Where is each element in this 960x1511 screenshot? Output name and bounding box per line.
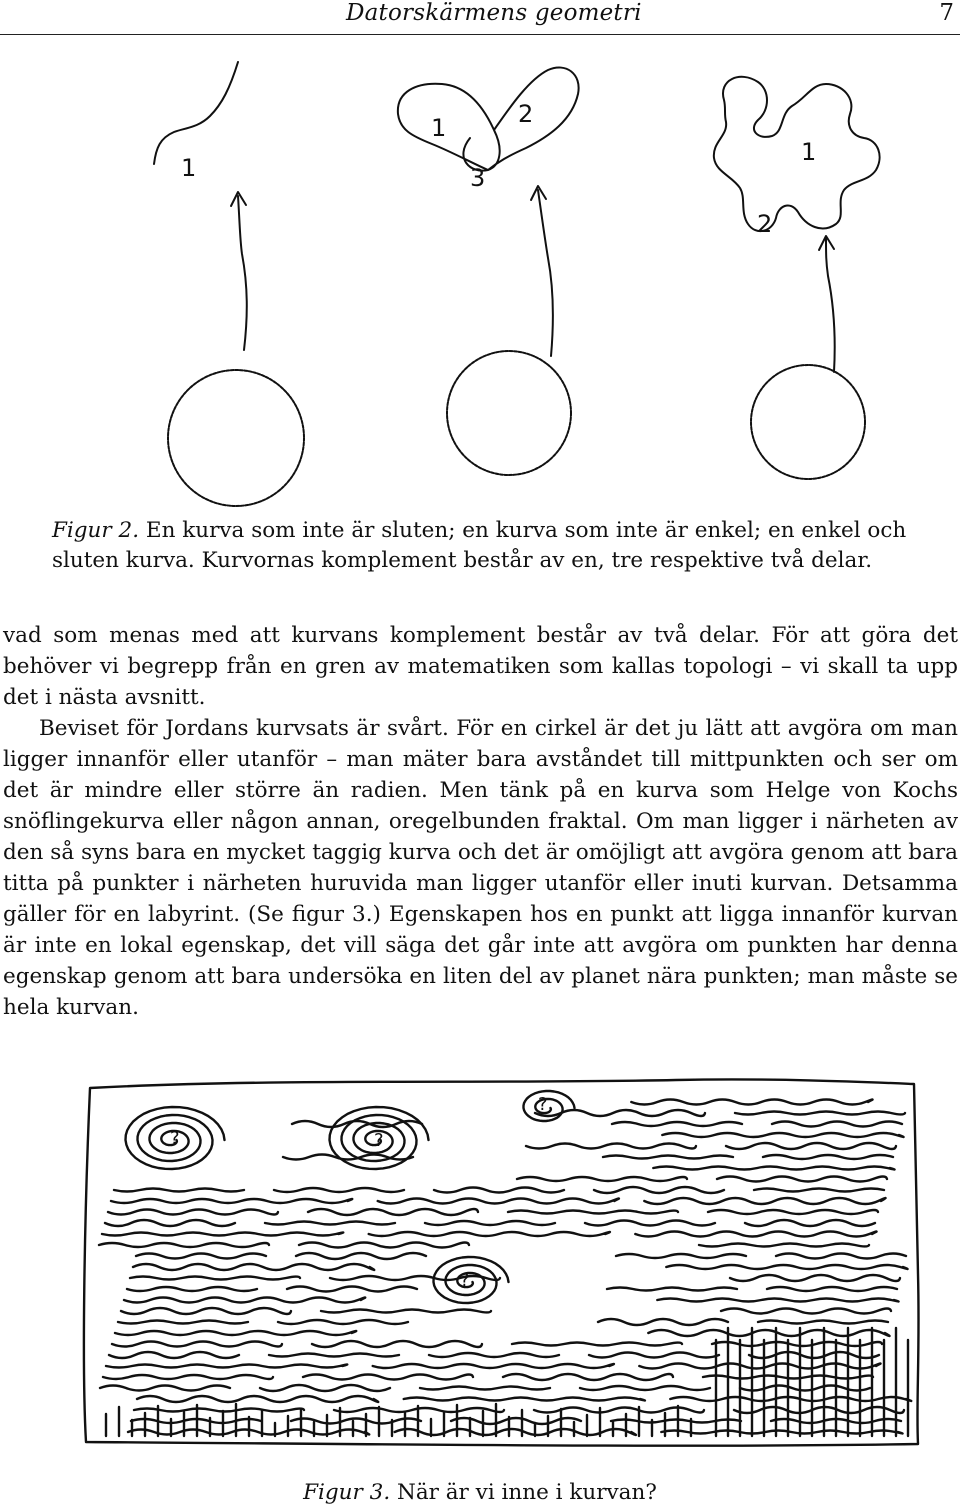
figure-3-labyrinth [76, 1074, 924, 1452]
maze-wall [657, 1299, 898, 1302]
maze-wall [666, 1265, 907, 1269]
maze-wall [137, 1396, 378, 1402]
paragraph-2: Beviset för Jordans kurvsats är svårt. För en cirkel är det ju lätt att avgöra om man ligger innanför eller utanför – man mäter bara avståndet till mittpunkten och ser om det är mindre eller större än radien. Men tänk på en kurva som Helge von Kochs snöflingekurva eller någon annan, oregelbunden fraktal. Om man ligger i närheten av den så syns bara en mycket taggig kurva och det är omöjligt att avgöra genom att bara titta på punkter i närheten huruvida man ligger utanför eller inuti kurvan. Detsamma gäller för en labyrint. (Se figur 3.) Egenskapen hos en punkt att ligga innanför kurvan är inte en lokal egenskap, det vill säga det går inte att avgöra om punkten har denna egenskap genom att bara undersöka en liten del av planet nära punkten; man måste se hela kurvan. [3, 716, 958, 1020]
maze-wall [508, 1211, 678, 1214]
maze-wall [127, 1287, 257, 1291]
maze-wall [726, 1143, 896, 1149]
figure-2-curves [0, 40, 960, 520]
maze-wall [303, 1375, 473, 1380]
maze-wall [607, 1288, 737, 1291]
maze-wall [754, 1189, 884, 1192]
maze-wall [278, 1320, 408, 1324]
panel3-label-1: 1 [801, 138, 817, 166]
maze-wall [670, 1397, 911, 1401]
maze-wall [373, 1364, 614, 1368]
panel1-label-1: 1 [181, 154, 197, 182]
maze-wall [603, 1156, 733, 1159]
maze-wall [112, 1342, 282, 1347]
maze-wall [115, 1331, 356, 1335]
maze-wall [296, 1253, 426, 1259]
maze-wall [420, 1387, 550, 1390]
maze-wall [730, 1275, 900, 1281]
maze-wall [260, 1385, 390, 1391]
maze-wall [134, 1409, 304, 1412]
maze-wall [118, 1321, 248, 1324]
maze-wall [745, 1220, 875, 1226]
figure-2-label: Figur 2. [52, 518, 140, 543]
maze-wall [740, 1386, 870, 1391]
arrow-2 [538, 190, 553, 356]
maze-wall [308, 1209, 478, 1215]
maze-wall [111, 1199, 352, 1203]
arrow-3 [826, 238, 835, 372]
figure-3-caption-text: När är vi inne i kurvan? [397, 1480, 657, 1505]
maze-lines [99, 1091, 911, 1436]
maze-wall [99, 1243, 269, 1247]
maze-wall [635, 1232, 876, 1237]
maze-wall [312, 1341, 482, 1347]
maze-wall [653, 1167, 894, 1170]
maze-wall [612, 1122, 742, 1126]
closed-curve [714, 77, 880, 231]
maze-wall [102, 1233, 343, 1236]
maze-wall [133, 1264, 374, 1270]
maze-wall [299, 1243, 469, 1248]
figure-eight-curve [398, 67, 579, 170]
maze-wall [321, 1310, 491, 1313]
maze-wall [763, 1155, 893, 1159]
maze-wall [274, 1188, 404, 1192]
maze-wall [106, 1365, 347, 1368]
figure-2-caption [52, 516, 922, 576]
panel2-label-2: 2 [518, 100, 534, 128]
maze-wall [589, 1353, 719, 1358]
maze-wall [639, 1364, 880, 1369]
maze-wall [758, 1321, 888, 1324]
maze-wall [130, 1277, 300, 1280]
maze-wall [767, 1287, 897, 1291]
maze-wall [594, 1187, 724, 1193]
maze-wall [291, 1419, 421, 1424]
open-curve [154, 62, 238, 164]
maze-wall [699, 1244, 869, 1247]
maze-wall [124, 1298, 365, 1303]
maze-wall [114, 1189, 244, 1192]
maze-wall [708, 1210, 878, 1214]
maze-wall [265, 1222, 395, 1225]
maze-wall [378, 1199, 619, 1204]
circle-2 [447, 351, 571, 475]
maze-mark-3: ? [538, 1094, 548, 1115]
maze-wall [662, 1133, 903, 1137]
maze-wall [526, 1144, 696, 1149]
maze-wall [631, 1100, 872, 1105]
panel3-label-2: 2 [757, 210, 773, 238]
circle-1 [168, 370, 304, 506]
maze-wall [429, 1353, 559, 1357]
maze-wall [105, 1220, 235, 1226]
maze-wall [425, 1221, 555, 1225]
arrow-1 [238, 196, 247, 350]
paragraph-1: vad som menas med att kurvans komplement består av två delar. För att göra det behöver vi begrepp från en gren av matematiken som kallas topologi – vi skall ta upp det i nästa avsnitt. [3, 623, 958, 710]
page-number: 7 [939, 0, 954, 26]
maze-wall [292, 1121, 422, 1127]
maze-wall [721, 1309, 891, 1314]
maze-wall [776, 1254, 906, 1259]
maze-wall [434, 1188, 564, 1193]
maze-wall [330, 1276, 500, 1280]
maze-wall [512, 1343, 682, 1346]
maze-wall [772, 1122, 902, 1127]
panel2-label-3: 3 [470, 164, 486, 192]
panel2-label-1: 1 [431, 114, 447, 142]
maze-wall [269, 1354, 399, 1357]
figure-3-label: Figur 3. [303, 1480, 391, 1505]
maze-wall [648, 1330, 889, 1336]
maze-wall [598, 1319, 728, 1325]
maze-wall [108, 1210, 278, 1215]
figure-3-caption [0, 1480, 960, 1505]
maze-wall [503, 1374, 673, 1380]
maze-mark-4: ? [460, 1270, 470, 1291]
maze-mark-1: ? [170, 1128, 180, 1149]
maze-wall [734, 1407, 904, 1413]
maze-wall [404, 1398, 645, 1401]
maze-wall [136, 1254, 266, 1259]
maze-wall [369, 1232, 610, 1236]
body-text [3, 620, 958, 1023]
maze-wall [644, 1198, 885, 1204]
maze-wall [611, 1420, 741, 1423]
maze-wall [103, 1375, 273, 1379]
circle-3 [751, 365, 865, 479]
maze-wall [580, 1386, 710, 1390]
maze-wall [517, 1177, 687, 1181]
maze-wall [712, 1342, 882, 1346]
maze-wall [287, 1287, 417, 1292]
maze-mark-2: ? [374, 1130, 384, 1151]
maze-wall [585, 1221, 715, 1226]
running-title: Datorskärmens geometri [346, 0, 642, 26]
maze-wall [100, 1386, 230, 1391]
maze-wall [109, 1352, 239, 1358]
maze-wall [735, 1112, 905, 1115]
maze-wall [121, 1308, 291, 1314]
maze-wall [616, 1254, 746, 1258]
figure-2-caption-text: En kurva som inte är sluten; en kurva som inte är enkel; en enkel och sluten kurva. Kurvornas komplement består av en, tre respektive två delar. [52, 518, 907, 573]
page-header [0, 0, 960, 35]
maze-wall [717, 1177, 887, 1182]
maze-wall [661, 1431, 902, 1434]
